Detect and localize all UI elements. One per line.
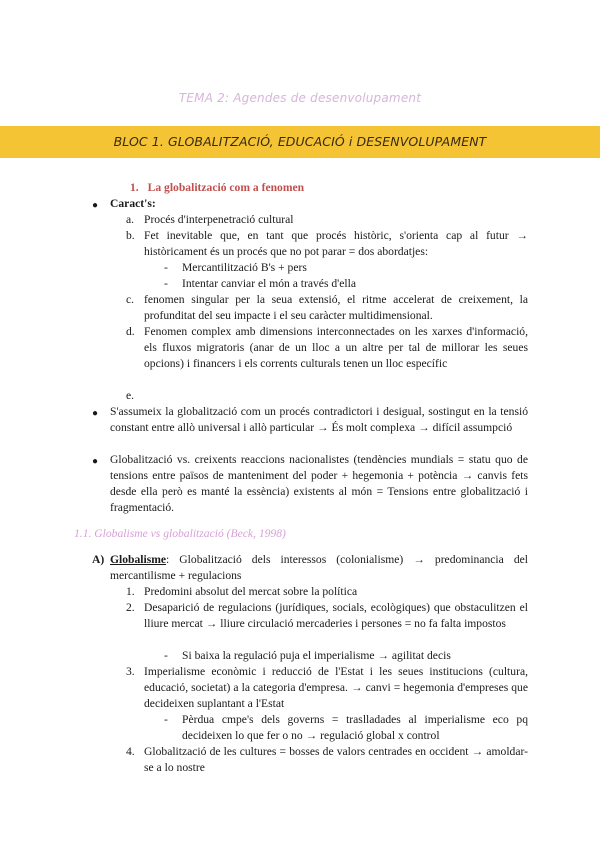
section-title: La globalització com a fenomen xyxy=(147,181,305,194)
list-item-text: Predomini absolut del mercat sobre la política xyxy=(144,585,358,598)
sub-marker: - xyxy=(164,649,168,662)
list-marker: 3. xyxy=(126,665,135,678)
section-number: 1. xyxy=(130,181,139,194)
item-marker-A: A) xyxy=(92,553,105,566)
globalisme-definition xyxy=(110,552,528,584)
bullet-icon: ● xyxy=(92,408,99,419)
list-marker: 1. xyxy=(126,585,135,598)
item-marker-b: b. xyxy=(126,229,135,242)
sub-marker: - xyxy=(164,261,168,274)
paragraph-nationalism: Globalització vs. creixents reaccions nacionalistes (tendències mundials = statu quo de tensions entre països de manteniment del poder + hegemonia + potència → canvis fets desde ella però es manté la essència) existents al món = Tensions entre globalització i fragmentació. xyxy=(110,453,528,514)
globalisme-text: : Globalització dels interessos (colonialisme) → predominancia del mercantilisme + regulacions xyxy=(110,553,528,582)
list-marker: 2. xyxy=(126,601,135,614)
bloc-title: BLOC 1. GLOBALITZACIÓ, EDUCACIÓ i DESENVOLUPAMENT xyxy=(113,134,487,149)
item-a-text: Procés d'interpenetració cultural xyxy=(144,213,294,226)
section-heading xyxy=(130,180,304,196)
bloc-banner xyxy=(0,126,600,158)
sub-item-text: Mercantilització B's + pers xyxy=(182,261,307,274)
sub-item-text: Pèrdua cmpe's dels governs = traslladades al imperialisme eco pq decideixen lo que fer o no → regulació global x control xyxy=(182,713,528,742)
list-item-text: Imperialisme econòmic i reducció de l'Estat i les seues institucions (cultura, educació, societat) a la categoria d'empresa. → canvi = hegemonia d'empreses que decideixen suplantant a l'Estat xyxy=(144,665,528,710)
item-d-text: Fenomen complex amb dimensions interconnectades on les xarxes d'informació, els fluxos migratoris (anar de un lloc a un altre per tal de millorar les seues opcions) i financers i els corrents culturals tenen un lloc específic xyxy=(144,325,528,370)
item-marker-d: d. xyxy=(126,325,135,338)
bullet-icon: ● xyxy=(92,456,99,467)
globalisme-label: Globalisme xyxy=(110,553,167,566)
item-marker-c: c. xyxy=(126,293,135,306)
item-c-text: fenomen singular per la seua extensió, el ritme accelerat de creixement, la profunditat del seu impacte i el seu caràcter multidimensional. xyxy=(144,293,528,322)
list-item-text: Desaparició de regulacions (jurídiques, socials, ecològiques) que obstaculitzen el lliure mercat → lliure circulació mercaderies i persones = no fa falta impostos xyxy=(144,601,528,630)
item-b-text: Fet inevitable que, en tant que procés històric, s'orienta cap al futur → històricament és un procés que no pot parar = dos abordatjes: xyxy=(144,229,528,258)
sub-marker: - xyxy=(164,713,168,726)
list-item-text: Globalització de les cultures = bosses de valors centrades en occident → amoldar-se a lo nostre xyxy=(144,745,528,774)
caract-label: Caract's: xyxy=(110,197,156,210)
paragraph-contradiction: S'assumeix la globalització com un procés contradictori i desigual, sostingut en la tensió constant entre allò universal i allò particular → És molt complexa → difícil assumpció xyxy=(110,405,528,434)
document-title: TEMA 2: Agendes de desenvolupament xyxy=(178,91,422,105)
item-marker-e: e. xyxy=(126,389,135,402)
sub-item-text: Si baixa la regulació puja el imperialisme → agilitat decis xyxy=(182,649,451,662)
list-marker: 4. xyxy=(126,745,135,758)
sub-marker: - xyxy=(164,277,168,290)
item-marker-a: a. xyxy=(126,213,135,226)
bullet-icon: ● xyxy=(92,200,99,211)
subsection-title: 1.1. Globalisme vs globalització (Beck, 1998) xyxy=(74,527,286,540)
sub-item-text: Intentar canviar el món a través d'ella xyxy=(182,277,356,290)
